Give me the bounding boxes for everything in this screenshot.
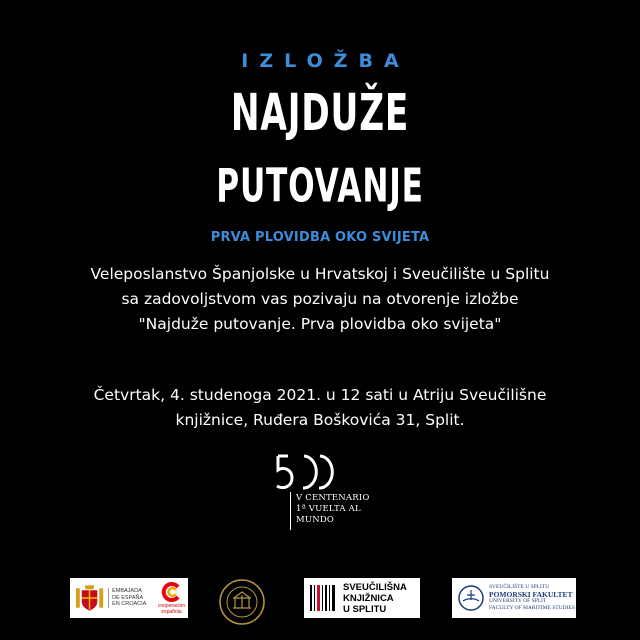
pfst-line-3: UNIVERSITY OF SPLIT (489, 598, 547, 604)
centenario-500-logo (274, 452, 334, 492)
invitation-line-1: Veleposlanstvo Španjolske u Hrvatskoj i Sveučilište u Splitu (90, 265, 550, 283)
embajada-line-3: EN CROACIA (112, 601, 147, 608)
title-line-2: PUTOVANJE (216, 160, 424, 213)
skus-text (343, 582, 407, 615)
invitation-line-2: sa zadovoljstvom vas pozivaju na otvorenje izložbe (121, 290, 519, 308)
university-seal-icon (218, 578, 266, 626)
centenario-line-2: 1ª VUELTA AL (296, 504, 361, 514)
centenario-line-3: MUNDO (296, 515, 335, 525)
cooperacion-line-1: cooperación (157, 603, 186, 609)
skus-line-1: SVEUČILIŠNA (343, 581, 407, 593)
centenario-divider (290, 492, 291, 530)
pfst-line-4: FACULTY OF MARITIME STUDIES (489, 605, 575, 611)
embajada-line-1: EMBAJADA (112, 588, 142, 595)
event-line-1: Četvrtak, 4. studenoga 2021. u 12 sati u Atriju Sveučilišne (93, 386, 547, 404)
spain-coat-of-arms-icon (74, 582, 105, 614)
event-details (0, 383, 640, 433)
title-line-1: NAJDUŽE (230, 84, 410, 143)
pfst-text (489, 584, 575, 612)
skus-logo (304, 578, 420, 618)
cooperacion-line-2: española (161, 609, 182, 615)
skus-line-3: U SPLITU (343, 603, 387, 615)
embajada-line-2: DE ESPAÑA (112, 594, 144, 601)
subtitle: PRVA PLOVIDBA OKO SVIJETA (210, 230, 430, 245)
cooperacion-c-icon (160, 581, 182, 603)
cooperacion-logo (155, 581, 188, 615)
embajada-text (108, 588, 151, 608)
event-line-2: knjižnice, Ruđera Boškovića 31, Split. (175, 411, 465, 429)
skus-line-2: KNJIŽNICA (343, 592, 394, 604)
embajada-logo (70, 578, 188, 618)
eyebrow-label: IZLOŽBA (241, 50, 410, 72)
pfst-line-2: POMORSKI FAKULTET (489, 590, 573, 599)
invitation-line-3: "Najduže putovanje. Prva plovidba oko svijeta" (138, 315, 502, 333)
invitation-text (0, 262, 640, 337)
maritime-faculty-emblem-icon (457, 584, 485, 612)
centenario-line-1: V CENTENARIO (296, 493, 370, 503)
library-barcode-icon (310, 583, 338, 613)
cooperacion-text (158, 603, 185, 615)
pfst-line-1: SVEUČILIŠTE U SPLITU (489, 584, 550, 590)
pfst-logo (452, 578, 576, 618)
centenario-text (296, 493, 416, 526)
